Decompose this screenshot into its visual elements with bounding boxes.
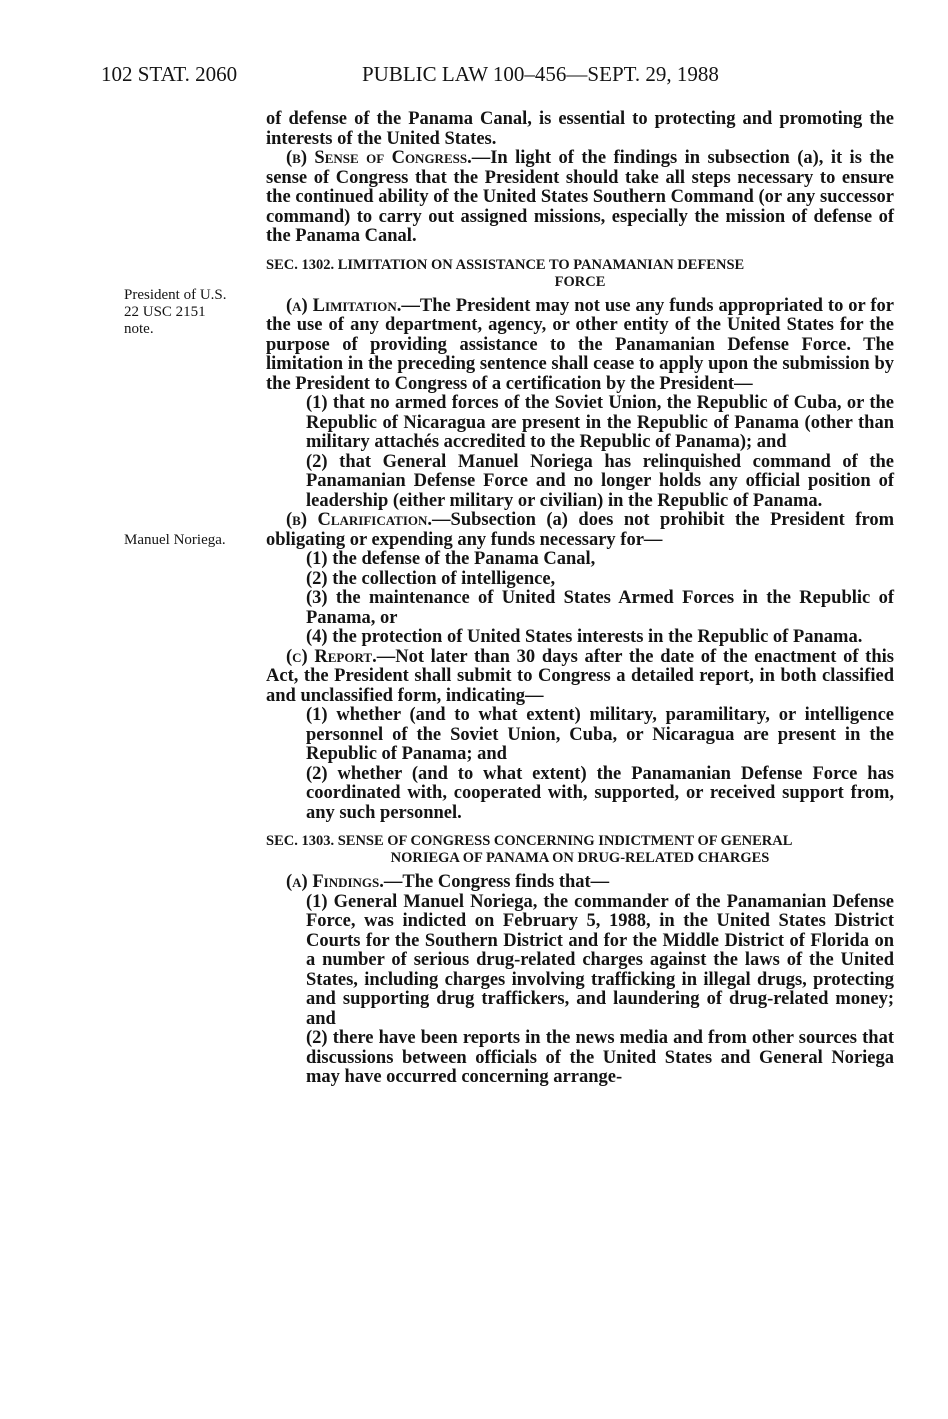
margin-note-president — [124, 287, 227, 338]
paragraph-limitation — [266, 297, 894, 395]
subsection-heading: (b) Sense of Congress. — [286, 148, 472, 168]
section-heading-line: FORCE — [554, 273, 606, 290]
section-heading-line: SEC. 1303. SENSE OF CONGRESS CONCERNING INDICTMENT OF GENERAL — [266, 833, 793, 849]
paragraph-findings — [266, 873, 894, 893]
paragraph-report — [266, 648, 894, 707]
subsection-text: —The Congress finds that— — [383, 872, 610, 892]
clause-f2: (2) there have been reports in the news media and from other sources that discussions between officials of the United States and General Noriega may have occurred concerning arrange- — [306, 1028, 894, 1087]
subsection-heading: (c) Report. — [286, 646, 377, 667]
section-1303-heading — [266, 833, 894, 867]
clause-b2: (2) the collection of intelligence, — [306, 568, 556, 589]
page-running-head: PUBLIC LAW 100–456—SEPT. 29, 1988 — [362, 62, 719, 86]
clause-a1: (1) that no armed forces of the Soviet Union, the Republic of Cuba, or the Republic of Nicaragua are present in the Republic of Panama (other than military attachés accredited to the Republic of Panama); and — [306, 393, 894, 452]
paragraph-clarification — [266, 511, 894, 550]
section-heading-line: NORIEGA OF PANAMA ON DRUG-RELATED CHARGES — [390, 850, 770, 866]
clause-b4: (4) the protection of United States interests in the Republic of Panama. — [306, 627, 863, 647]
margin-note-line: note. — [124, 321, 154, 337]
clause-b3: (3) the maintenance of United States Armed Forces in the Republic of Panama, or — [306, 588, 894, 628]
subsection-heading: (a) Limitation. — [286, 295, 402, 316]
section-heading-line: SEC. 1302. LIMITATION ON ASSISTANCE TO PANAMANIAN DEFENSE — [266, 256, 745, 273]
subsection-text: —The President may not use any funds appropriated to or for the use of any department, agency, or other entity of the United States for the purpose of providing assistance to the Panamanian Defense Force. The limitation in the preceding sentence shall cease to apply upon the submission by the President to Congress of a certification by the President— — [266, 295, 894, 394]
clause-a2: (2) that General Manuel Noriega has relinquished command of the Panamanian Defense Force and no longer holds any official position of leadership (either military or civilian) in the Republic of Panama. — [306, 451, 894, 511]
subsection-text: —Not later than 30 days after the date of the enactment of this Act, the President shall submit to Congress a detailed report, in both classified and unclassified form, indicating— — [266, 646, 894, 706]
subsection-heading: (a) Findings. — [286, 872, 384, 892]
subsection-text: —In light of the findings in subsection (a), it is the sense of Congress that the President should take all steps necessary to ensure the continued ability of the United States Southern Command (or any successor command) to carry out assigned missions, especially the mission of defense of the Panama Canal. — [266, 148, 894, 246]
margin-note-noriega: Manuel Noriega. — [124, 532, 226, 548]
paragraph-continued: of defense of the Panama Canal, is essential to protecting and promoting the interests of the United States. — [266, 109, 894, 149]
subsection-heading: (b) Clarification. — [286, 510, 433, 530]
clause-c1: (1) whether (and to what extent) military, paramilitary, or intelligence personnel of the Soviet Union, Cuba, or Nicaragua are present in the Republic of Panama; and — [306, 705, 894, 764]
margin-note-line: President of U.S. — [124, 287, 227, 303]
clause-f1: (1) General Manuel Noriega, the commander of the Panamanian Defense Force, was indicted on February 5, 1988, in the United States District Courts for the Southern District and for the Middle District of Florida on a number of serious drug-related charges against the laws of the United States, including charges involving trafficking in illegal drugs, protecting and supporting drug traffickers, and laundering of drug-related money; and — [306, 891, 894, 1029]
document-body — [266, 110, 894, 1088]
clause-b1: (1) the defense of the Panama Canal, — [306, 549, 596, 569]
paragraph-sense-of-congress — [266, 149, 894, 247]
page-stat-citation: 102 STAT. 2060 — [101, 62, 238, 86]
clause-c2: (2) whether (and to what extent) the Panamanian Defense Force has coordinated with, cooperated with, supported, or received support from, any such personnel. — [306, 763, 894, 823]
subsection-text: —Subsection (a) does not prohibit the President from obligating or expending any funds necessary for— — [266, 510, 894, 550]
margin-note-line: 22 USC 2151 — [124, 304, 206, 320]
section-1302-heading — [266, 257, 894, 291]
